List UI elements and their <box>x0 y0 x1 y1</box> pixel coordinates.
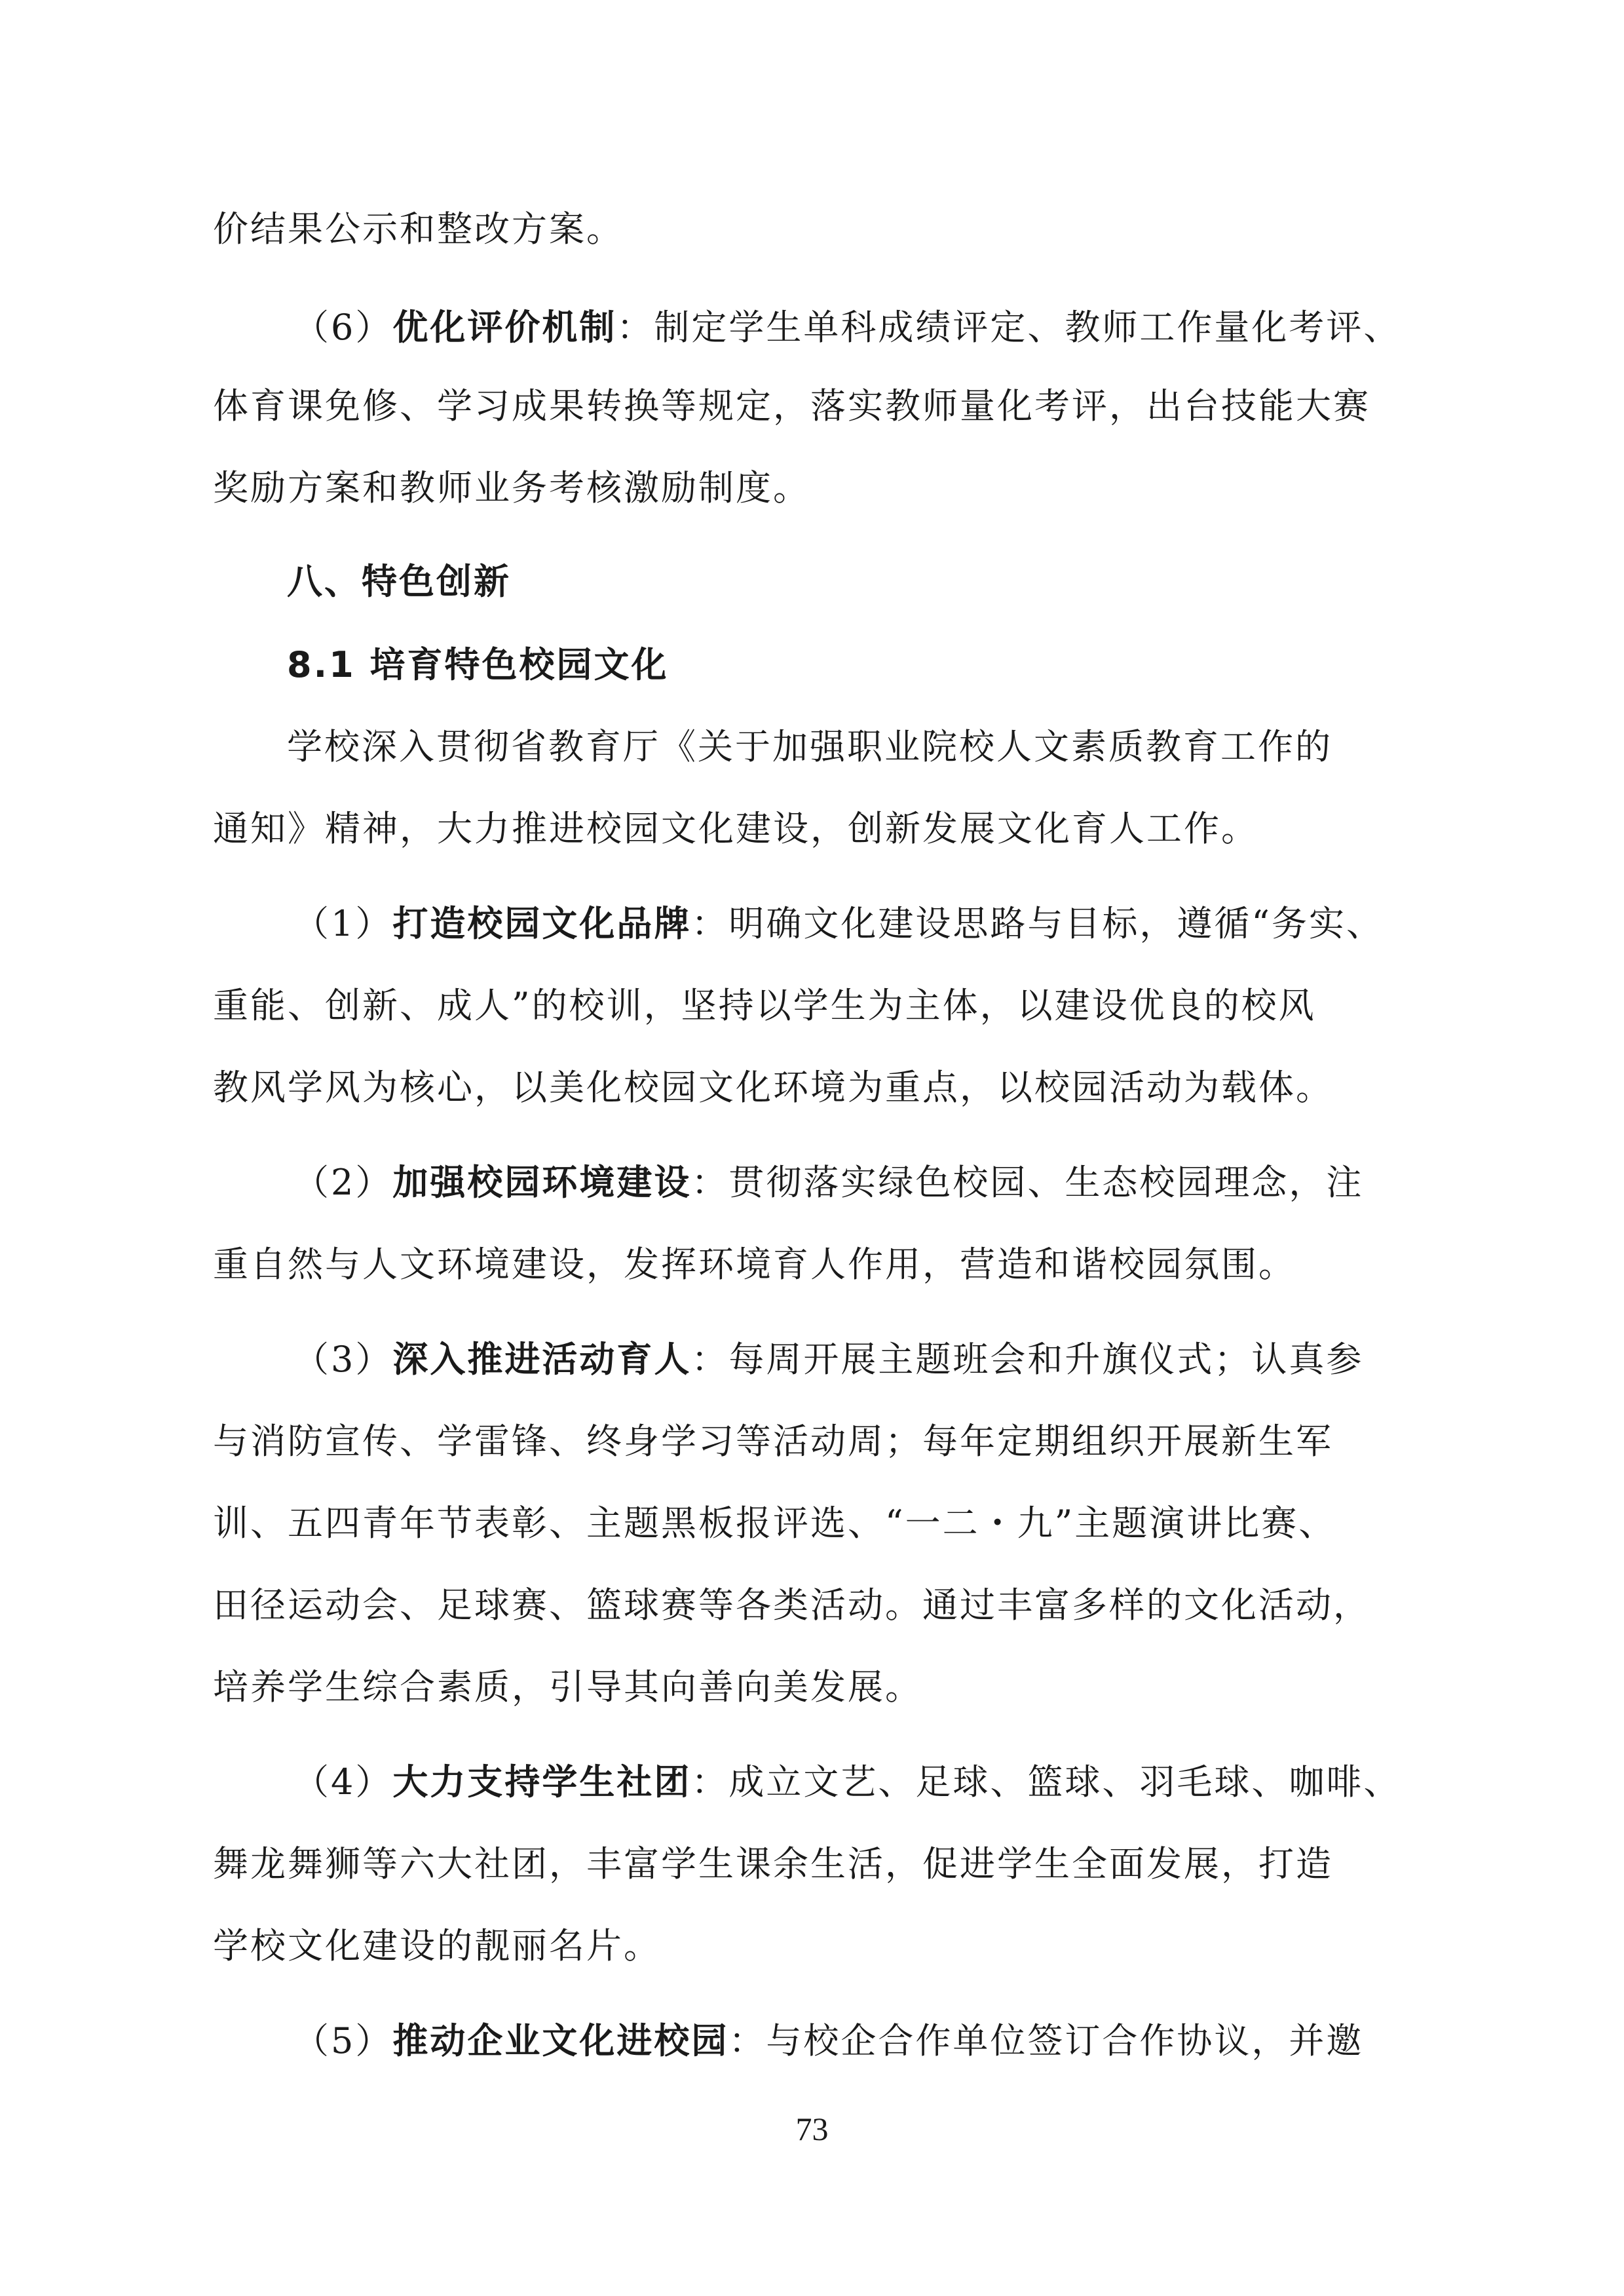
text-run: 体育课免修、学习成果转换等规定，落实教师量化考评，出台技能大赛 <box>213 385 1370 427</box>
paragraph-line <box>213 1238 1598 1291</box>
bold-label: 大力支持学生社团 <box>392 1761 692 1803</box>
bold-label: 深入推进活动育人 <box>392 1339 692 1380</box>
list-item-2-line <box>293 1157 1598 1209</box>
text-run: 奖励方案和教师业务考核激励制度。 <box>213 467 810 508</box>
paragraph-line <box>287 721 1598 773</box>
list-item-6-line <box>293 301 1598 354</box>
text-run: （6） <box>293 307 393 348</box>
bold-label: 8.1 培育特色校园文化 <box>287 644 669 685</box>
text-run: 培养学生综合素质，引导其向善向美发展。 <box>213 1666 922 1708</box>
bold-label: 打造校园文化品牌 <box>392 903 692 944</box>
list-item-5-line <box>293 2015 1598 2067</box>
text-run: ：每周开展主题班会和升旗仪式；认真参 <box>691 1339 1364 1380</box>
page-number: 73 <box>795 2111 829 2147</box>
paragraph-line <box>213 1415 1598 1468</box>
text-run: 舞龙舞狮等六大社团，丰富学生课余生活，促进学生全面发展，打造 <box>213 1843 1333 1885</box>
text-run: 重自然与人文环境建设，发挥环境育人作用，营造和谐校园氛围。 <box>213 1244 1296 1285</box>
list-item-3-line <box>293 1333 1598 1386</box>
text-run: （4） <box>293 1761 393 1803</box>
paragraph-line <box>213 1062 1598 1114</box>
list-item-4-line <box>293 1756 1598 1808</box>
text-run: 价结果公示和整改方案。 <box>213 208 624 250</box>
text-run: （1） <box>293 903 393 944</box>
paragraph-line <box>213 380 1598 432</box>
bold-label: 加强校园环境建设 <box>392 1162 692 1203</box>
paragraph-line <box>213 1497 1598 1550</box>
bold-label: 推动企业文化进校园 <box>392 2020 729 2061</box>
text-run: ：成立文艺、足球、篮球、羽毛球、咖啡、 <box>691 1761 1401 1803</box>
paragraph-line <box>213 462 1598 514</box>
paragraph-line <box>213 1838 1598 1890</box>
paragraph-line <box>213 1920 1598 1972</box>
paragraph-line <box>213 1579 1598 1632</box>
paragraph-line <box>213 203 1598 256</box>
text-run: （5） <box>293 2020 393 2061</box>
text-run: 学校深入贯彻省教育厅《关于加强职业院校人文素质教育工作的 <box>287 726 1332 767</box>
text-run: 田径运动会、足球赛、篮球赛等各类活动。通过丰富多样的文化活动， <box>213 1584 1370 1626</box>
text-run: 通知》精神，大力推进校园文化建设，创新发展文化育人工作。 <box>213 808 1258 849</box>
section-heading <box>287 556 1598 608</box>
paragraph-line <box>213 980 1598 1032</box>
text-run: （2） <box>293 1162 393 1203</box>
text-run: ：制定学生单科成绩评定、教师工作量化考评、 <box>616 307 1401 348</box>
text-run: 学校文化建设的靓丽名片。 <box>213 1925 661 1966</box>
text-run: 训、五四青年节表彰、主题黑板报评选、“一二・九”主题演讲比赛、 <box>213 1502 1336 1544</box>
text-run: （3） <box>293 1339 393 1380</box>
paragraph-line <box>213 803 1598 855</box>
bold-label: 优化评价机制 <box>392 307 617 348</box>
bold-label: 八、特色创新 <box>287 561 511 602</box>
list-item-1-line <box>293 898 1598 950</box>
text-run: ：明确文化建设思路与目标，遵循“务实、 <box>691 903 1384 944</box>
text-run: ：贯彻落实绿色校园、生态校园理念，注 <box>691 1162 1364 1203</box>
paragraph-line <box>213 1661 1598 1713</box>
text-run: 教风学风为核心，以美化校园文化环境为重点，以校园活动为载体。 <box>213 1067 1333 1108</box>
text-run: ：与校企合作单位签订合作协议，并邀 <box>728 2020 1364 2061</box>
text-run: 与消防宣传、学雷锋、终身学习等活动周；每年定期组织开展新生军 <box>213 1421 1333 1462</box>
text-run: 重能、创新、成人”的校训，坚持以学生为主体，以建设优良的校风 <box>213 985 1316 1026</box>
subsection-heading <box>287 639 1598 691</box>
